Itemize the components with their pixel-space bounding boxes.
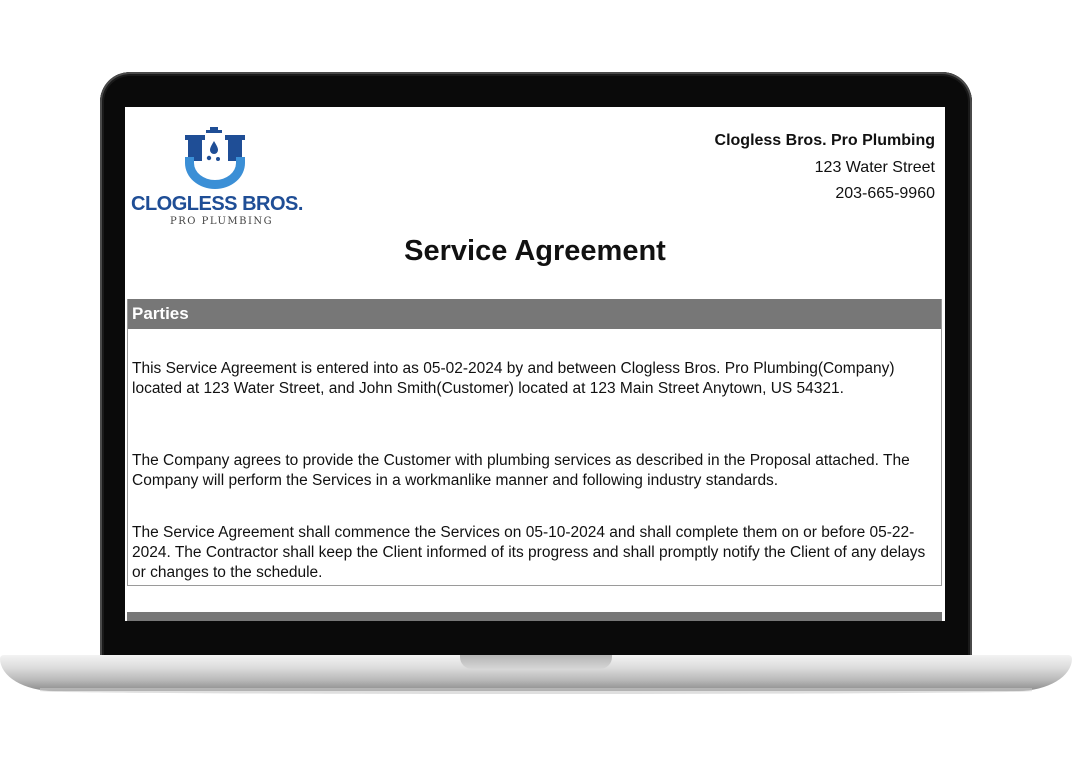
company-logo [130, 127, 302, 227]
section-parties [127, 299, 942, 586]
company-name: Clogless Bros. Pro Plumbing [714, 132, 935, 149]
logo-wordmark: CLOGLESS BROS. [131, 193, 303, 215]
paragraph: The Company agrees to provide the Customer with plumbing services as described in the Proposal attached. The Company will perform the Services in a workmanlike manner and following industry standards. [132, 452, 910, 489]
logo-tagline: PRO PLUMBING [170, 216, 274, 227]
company-info [715, 128, 935, 208]
next-section-header [127, 612, 942, 621]
document-title: Service Agreement [404, 235, 666, 267]
paragraph: The Service Agreement shall commence the Services on 05-10-2024 and shall complete them on or before 05-22-2024. The Contractor shall keep the Client informed of its progress and shall promptly notify the Client of any delays or changes to the schedule. [132, 524, 926, 581]
paragraph: This Service Agreement is entered into as 05-02-2024 by and between Clogless Bros. Pro Plumbing(Company) located at 123 Water Street, and John Smith(Customer) located at 123 Main Street Anytown, US 54321. [132, 360, 895, 397]
company-address: 123 Water Street [814, 158, 935, 176]
pipe-drop-icon [180, 127, 250, 191]
laptop-notch [460, 655, 612, 669]
laptop-shadow [40, 688, 1032, 694]
section-heading: Parties [128, 299, 941, 329]
company-phone: 203-665-9960 [835, 185, 935, 202]
laptop-screen [125, 107, 945, 621]
